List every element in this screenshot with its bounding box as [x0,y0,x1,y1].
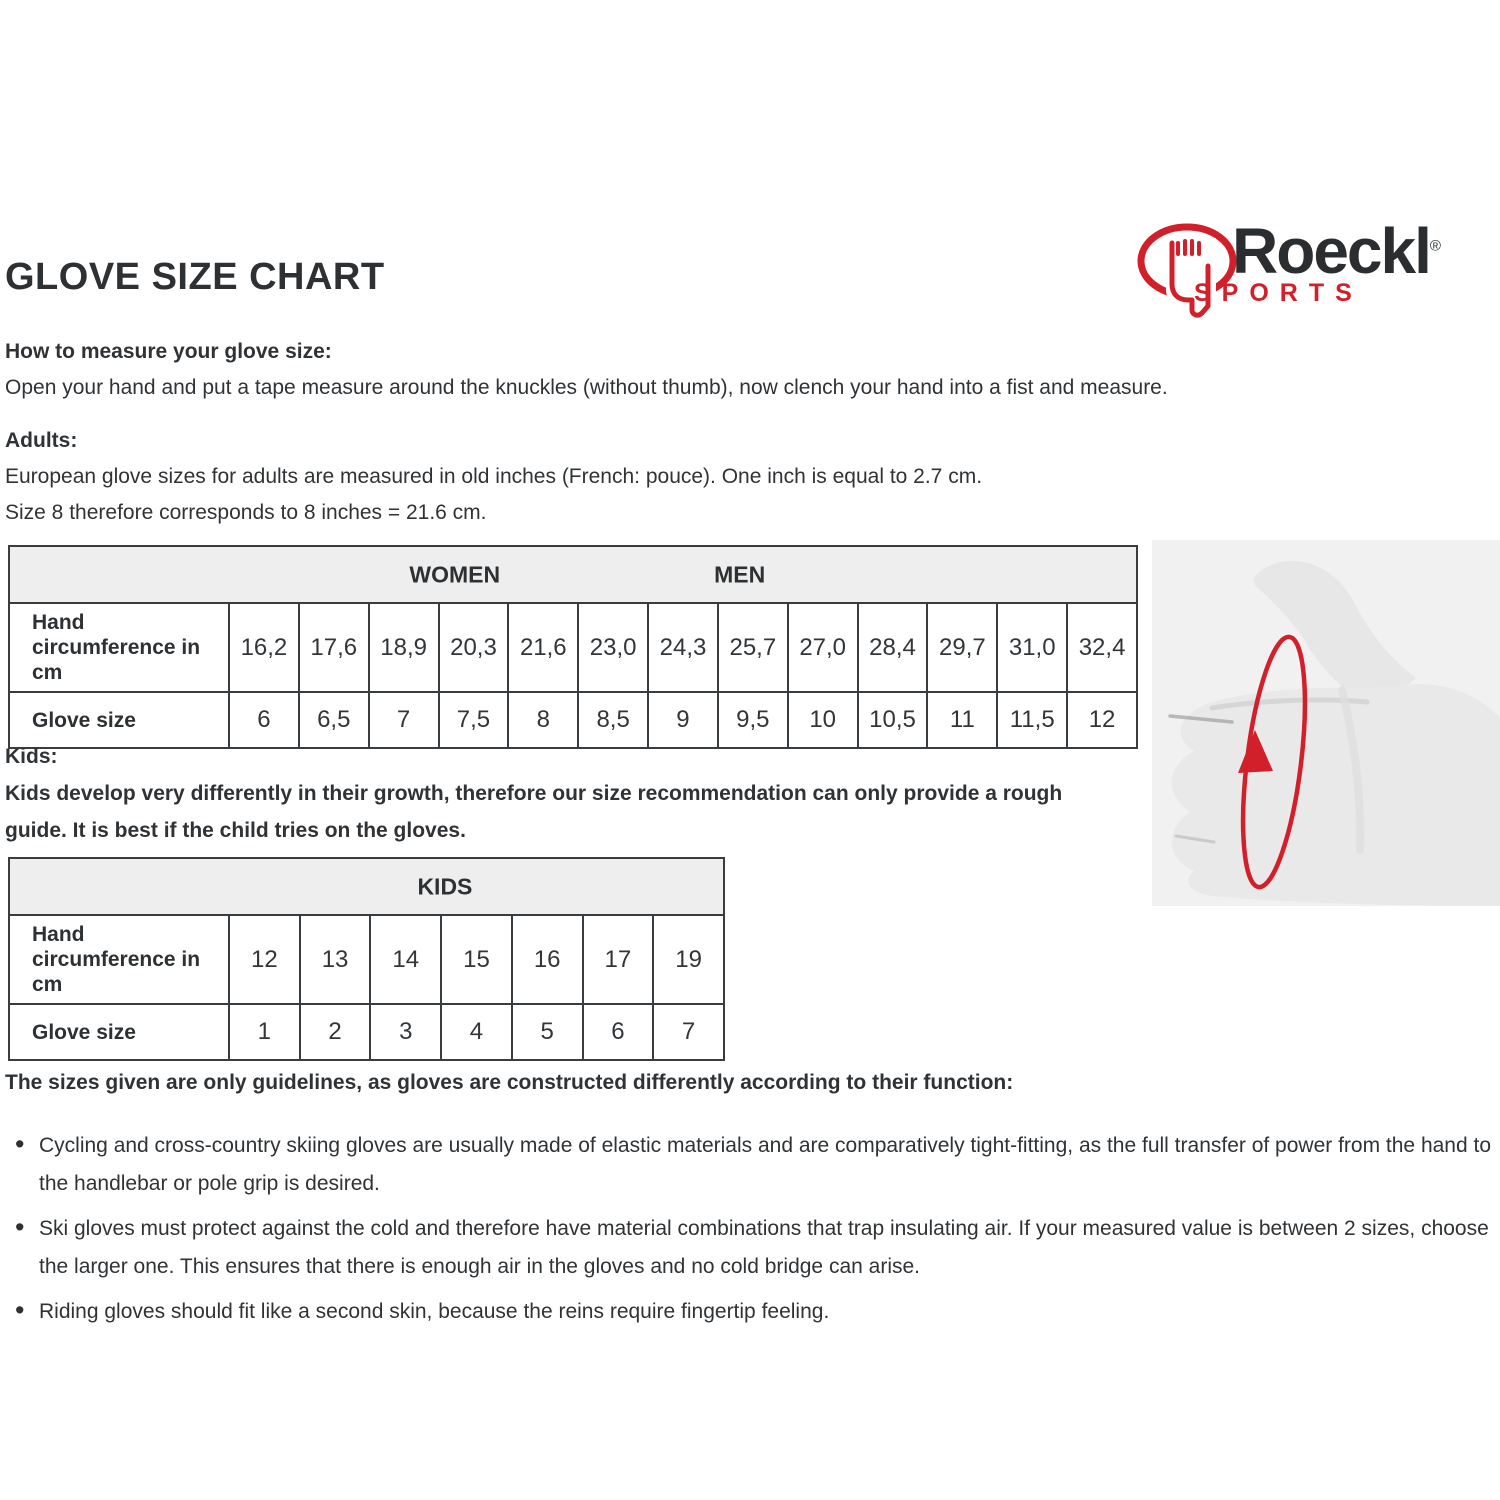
intro-section [5,334,1405,406]
kids-circumference-value: 16 [512,915,583,1004]
kids-circumference-row-label: Hand circumference in cm [9,915,229,1004]
kids-glove-size-row-label: Glove size [9,1004,229,1060]
adult-circumference-value: 16,2 [229,603,299,692]
adult-group-header-cell [9,546,1137,603]
kids-heading: Kids: [5,745,58,768]
adult-circumference-value: 28,4 [858,603,928,692]
guideline-item-ski: • Ski gloves must protect against the cold and therefore have material combinations that trap insulating air. If your measured value is between 2 sizes, choose the larger one. This ensures that there is enough air in the gloves and no cold bridge can arise. [5,1210,1497,1286]
men-group-label: MEN [714,561,766,587]
adult-circumference-value: 23,0 [578,603,648,692]
adult-circumference-value: 25,7 [718,603,788,692]
kids-group-header-row [9,858,724,915]
kids-circumference-value: 19 [653,915,724,1004]
kids-glove-size-value: 5 [512,1004,583,1060]
kids-glove-size-value: 7 [653,1004,724,1060]
adult-circumference-value: 31,0 [997,603,1067,692]
registered-mark: ® [1429,237,1441,255]
kids-glove-size-value: 1 [229,1004,300,1060]
roeckl-sports-logo [1136,215,1500,324]
kids-body: Kids develop very differently in their growth, therefore our size recommendation can only provide a rough guide. It is best if the child tries on the gloves. [5,782,1063,842]
adult-circumference-row-label: Hand circumference in cm [9,603,229,692]
adult-glove-size-value: 8,5 [578,692,648,748]
adult-glove-size-value: 6 [229,692,299,748]
adult-glove-size-value: 9 [648,692,718,748]
logo-subbrand-text: SPORTS [1194,279,1363,307]
adult-circumference-value: 18,9 [369,603,439,692]
adult-glove-size-value: 7 [369,692,439,748]
logo-brand-text: Roeckl® [1232,215,1441,287]
kids-glove-size-value: 3 [370,1004,441,1060]
adult-circumference-value: 29,7 [927,603,997,692]
hand-with-tape-measure-illustration [1152,540,1500,906]
adults-line1: European glove sizes for adults are measured in old inches (French: pouce). One inch is equal to 2.7 cm. [5,465,983,488]
kids-glove-size-value: 2 [300,1004,371,1060]
guidelines-section [5,1065,1497,1338]
adult-glove-size-value: 11,5 [997,692,1067,748]
adult-glove-size-value: 9,5 [718,692,788,748]
adult-glove-size-value: 10 [788,692,858,748]
guideline-item-cycling: • Cycling and cross-country skiing gloves are usually made of elastic materials and are comparatively tight-fitting, as the full transfer of power from the hand to the handlebar or pole grip is desired. [5,1127,1497,1203]
kids-section [5,739,1105,849]
adult-group-header-row [9,546,1137,603]
adult-glove-size-value: 11 [927,692,997,748]
adult-glove-size-value: 6,5 [299,692,369,748]
adult-glove-size-value: 7,5 [439,692,509,748]
adult-circumference-value: 32,4 [1067,603,1137,692]
kids-circumference-value: 12 [229,915,300,1004]
kids-circumference-row [9,915,724,1004]
adult-circumference-value: 17,6 [299,603,369,692]
intro-heading: How to measure your glove size: [5,340,332,363]
adult-circumference-value: 20,3 [439,603,509,692]
adult-circumference-row [9,603,1137,692]
hand-measurement-figure [1152,540,1500,906]
adult-glove-size-value: 8 [508,692,578,748]
guidelines-list [5,1127,1497,1331]
adult-size-table [8,545,1138,749]
adults-line2: Size 8 therefore corresponds to 8 inches = 21.6 cm. [5,501,487,524]
intro-body: Open your hand and put a tape measure around the knuckles (without thumb), now clench your hand into a fist and measure. [5,376,1168,399]
adult-glove-size-value: 10,5 [858,692,928,748]
guideline-item-riding: • Riding gloves should fit like a second skin, because the reins require fingertip feeling. [5,1293,1497,1331]
adult-glove-size-value: 12 [1067,692,1137,748]
kids-circumference-value: 14 [370,915,441,1004]
adult-circumference-value: 27,0 [788,603,858,692]
guidelines-heading: The sizes given are only guidelines, as gloves are constructed differently according to their function: [5,1071,1014,1094]
women-group-label: WOMEN [409,561,501,587]
page-title: GLOVE SIZE CHART [5,256,385,298]
kids-glove-size-value: 4 [441,1004,512,1060]
kids-circumference-value: 15 [441,915,512,1004]
kids-size-table [8,857,725,1061]
adults-section [5,423,1405,531]
kids-group-header-cell [9,858,724,915]
kids-glove-size-value: 6 [583,1004,654,1060]
adults-heading: Adults: [5,429,78,452]
kids-circumference-value: 13 [300,915,371,1004]
adult-circumference-value: 21,6 [508,603,578,692]
kids-group-label: KIDS [417,873,473,899]
kids-glove-size-row [9,1004,724,1060]
kids-circumference-value: 17 [583,915,654,1004]
adult-glove-size-row-label: Glove size [9,692,229,748]
adult-circumference-value: 24,3 [648,603,718,692]
